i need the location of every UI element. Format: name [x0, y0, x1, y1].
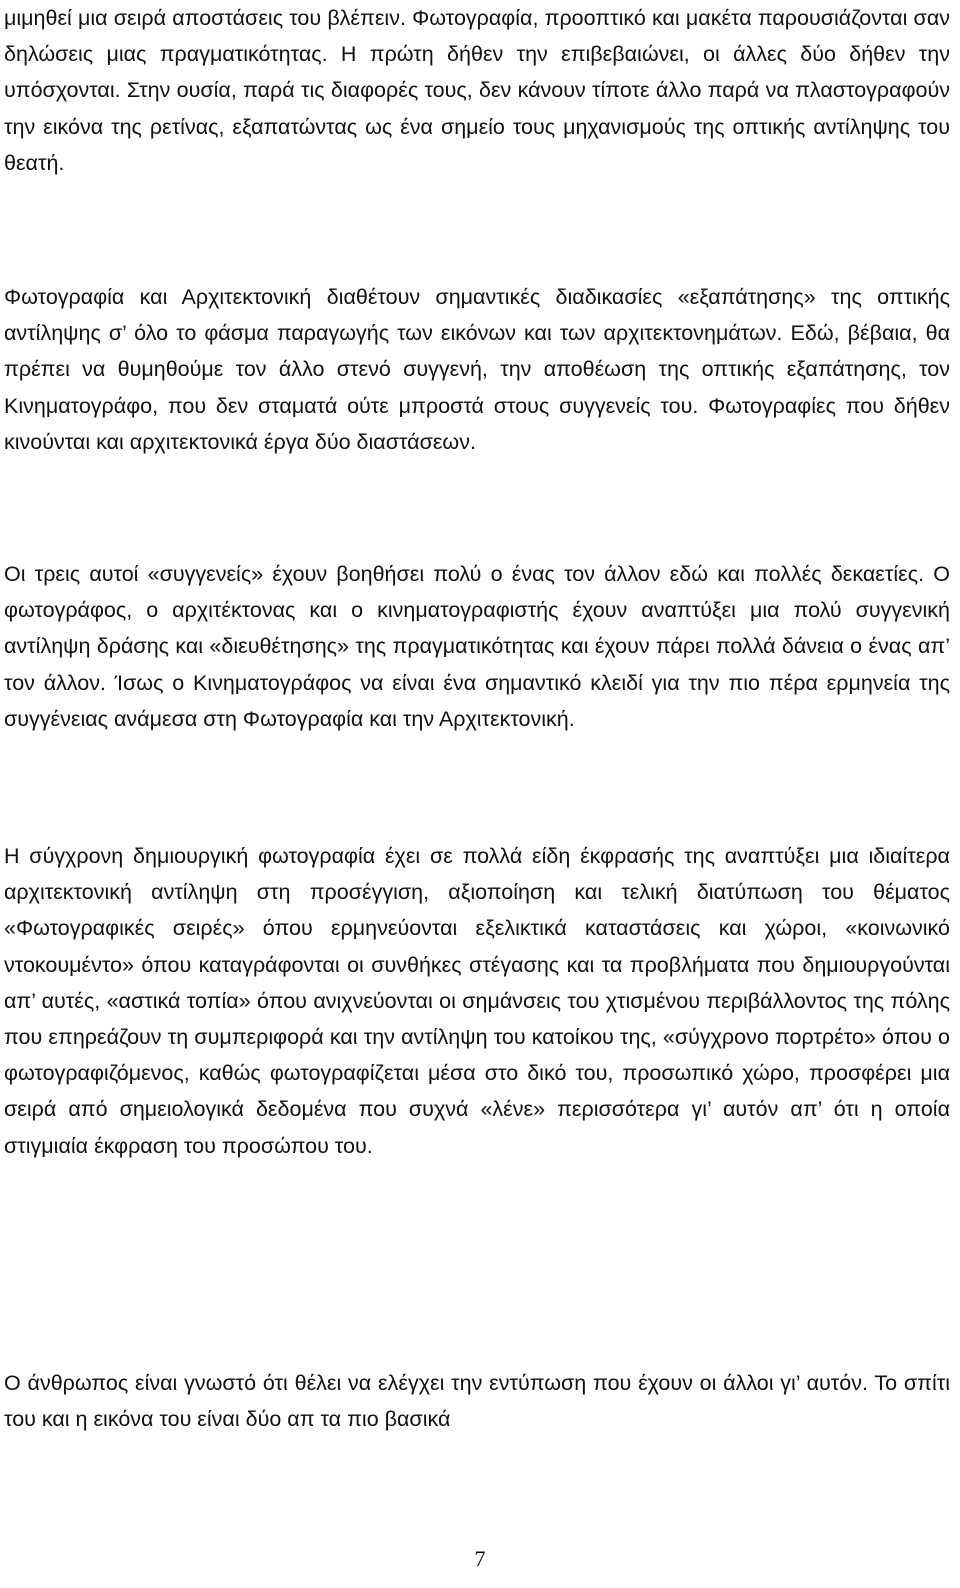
paragraph-5: Ο άνθρωπος είναι γνωστό ότι θέλει να ελέγχει την εντύπωση που έχουν οι άλλοι γι’ αυτόν. Το σπίτι του και η εικόνα του είναι δύο απ τα πιο βασικά — [4, 1371, 950, 1432]
paragraph-4-block — [4, 838, 950, 1164]
paragraph-5-block — [4, 1365, 950, 1437]
page-number: 7 — [474, 1546, 486, 1571]
paragraph-3: Οι τρεις αυτοί «συγγενείς» έχουν βοηθήσει πολύ ο ένας τον άλλον εδώ και πολλές δεκαετίες. Ο φωτογράφος, ο αρχιτέκτονας και ο κινηματογραφιστής έχουν αναπτύξει μια πολύ συγγενική αντίληψη δράσης και «διευθέτησης» της πραγματικότητας και έχουν πάρει πολλά δάνεια ο ένας απ’ τον άλλον. Ίσως ο Κινηματογράφος να είναι ένα σημαντικό κλειδί για την πιο πέρα ερμηνεία της συγγένειας ανάμεσα στη Φωτογραφία και την Αρχιτεκτονική. — [4, 562, 950, 731]
paragraph-2: Φωτογραφία και Αρχιτεκτονική διαθέτουν σημαντικές διαδικασίες «εξαπάτησης» της οπτικής αντίληψης σ’ όλο το φάσμα παραγωγής των εικόνων και των αρχιτεκτονημάτων. Εδώ, βέβαια, θα πρέπει να θυμηθούμε τον άλλο στενό συγγενή, την αποθέωση της οπτικής εξαπάτησης, τον Κινηματογράφο, που δεν σταματά ούτε μπροστά στους συγγενείς του. Φωτογραφίες που δήθεν κινούνται και αρχιτεκτονικά έργα δύο διαστάσεων. — [4, 285, 950, 454]
paragraph-1-block — [4, 0, 950, 181]
paragraph-3-block — [4, 556, 950, 737]
paragraph-4: Η σύγχρονη δημιουργική φωτογραφία έχει σε πολλά είδη έκφρασής της αναπτύξει μια ιδιαίτερα αρχιτεκτονική αντίληψη στη προσέγγιση, αξιοποίηση και τελική διατύπωση του θέματος «Φωτογραφικές σειρές» όπου ερμηνεύονται εξελικτικά καταστάσεις και χώροι, «κοινωνικό ντοκουμέντο» όπου καταγράφονται οι συνθήκες στέγασης και τα προβλήματα που δημιουργούνται απ’ αυτές, «αστικά τοπία» όπου ανιχνεύονται οι σημάνσεις του χτισμένου περιβάλλοντος της πόλης που επηρεάζουν τη συμπεριφορά και την αντίληψη του κατοίκου της, «σύγχρονο πορτρέτο» όπου ο φωτογραφιζόμενος, καθώς φωτογραφίζεται μέσα στο δικό του, προσωπικό χώρο, προσφέρει μια σειρά από σημειολογικά δεδομένα που συχνά «λένε» περισσότερα γι’ αυτόν απ’ ότι η οποία στιγμιαία έκφραση του προσώπου του. — [4, 844, 950, 1158]
paragraph-2-block — [4, 279, 950, 460]
paragraph-1: μιμηθεί μια σειρά αποστάσεις του βλέπειν. Φωτογραφία, προοπτικό και μακέτα παρουσιάζονται σαν δηλώσεις μιας πραγματικότητας. Η πρώτη δήθεν την επιβεβαιώνει, οι άλλες δύο δήθεν την υπόσχονται. Στην ουσία, παρά τις διαφορές τους, δεν κάνουν τίποτε άλλο παρά να πλαστογραφούν την εικόνα της ρετίνας, εξαπατώντας ως ένα σημείο τους μηχανισμούς της οπτικής αντίληψης του θεατή. — [4, 6, 950, 175]
